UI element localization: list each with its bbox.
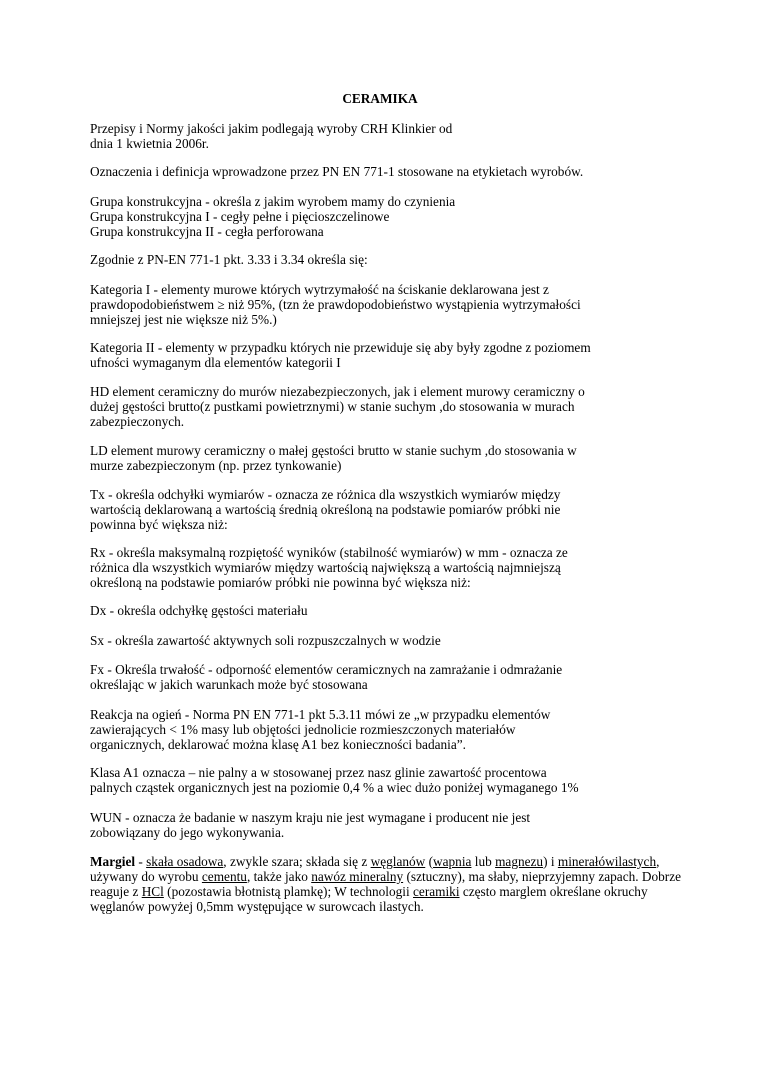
text-line: Kategoria II - elementy w przypadku których nie przewiduje się aby były zgodne z poziomem [90,340,591,355]
text-line: Sx - określa zawartość aktywnych soli rozpuszczalnych w wodzie [90,633,441,648]
text-line: Rx - określa maksymalną rozpiętość wyników (stabilność wymiarów) w mm - oznacza ze [90,545,568,560]
link-nawoz-mineralny[interactable]: nawóz mineralny [311,869,404,884]
link-weglanow[interactable]: węglanów [370,854,426,869]
text-line: Grupa konstrukcyjna I - cegły pełne i pięcioszczelinowe [90,209,390,224]
paragraph-fire-reaction [90,707,690,752]
paragraph-norm-reference [90,252,690,267]
text-line: określoną na podstawie pomiarów próbki nie powinna być większa niż: [90,575,471,590]
text-run: ) i [543,854,558,869]
paragraph-fx [90,662,690,692]
paragraph-intro [90,121,690,151]
link-mineralow[interactable]: minerałów [557,854,615,869]
text-line: dużej gęstości brutto(z pustkami powietrznymi) w stanie suchym ,do stosowania w murach [90,399,575,414]
paragraph-margiel [90,854,690,914]
text-line: Oznaczenia i definicja wprowadzone przez PN EN 771-1 stosowane na etykietach wyrobów. [90,164,584,179]
text-line: Grupa konstrukcyjna - określa z jakim wyrobem mamy do czynienia [90,194,456,209]
text-line: Kategoria I - elementy murowe których wytrzymałość na ściskanie deklarowana jest z [90,282,549,297]
text-line: ufności wymaganym dla elementów kategorii I [90,355,341,370]
text-line: dnia 1 kwietnia 2006r. [90,136,209,151]
paragraph-ld [90,443,690,473]
text-line: Reakcja na ogień - Norma PN EN 771-1 pkt 5.3.11 mówi ze „w przypadku elementów [90,707,551,722]
text-run: , także jako [246,869,312,884]
text-line: Dx - określa odchyłkę gęstości materiału [90,603,308,618]
text-run: lub [471,854,496,869]
paragraph-tx [90,487,690,532]
text-run: często marglem określane okruchy [459,884,648,899]
text-line: zobowiązany do jego wykonywania. [90,825,285,840]
text-run: (sztuczny), ma słaby, nieprzyjemny zapach. Dobrze [403,869,682,884]
link-cementu[interactable]: cementu [201,869,247,884]
paragraph-rx [90,545,690,590]
text-line: murze zabezpieczonym (np. przez tynkowanie) [90,458,342,473]
text-line: Tx - określa odchyłki wymiarów - oznacza ze różnica dla wszystkich wymiarów między [90,487,561,502]
text-line: zabezpieczonych. [90,414,185,429]
text-run: , zwykle szara; składa się z [223,854,371,869]
paragraph-category-1 [90,282,690,327]
text-line: WUN - oznacza że badanie w naszym kraju nie jest wymagane i producent nie jest [90,810,531,825]
link-magnezu[interactable]: magnezu [495,854,544,869]
text-line: powinna być większa niż: [90,517,228,532]
paragraph-sx [90,633,690,648]
document-title: CERAMIKA [342,91,418,106]
link-ceramiki[interactable]: ceramiki [413,884,460,899]
text-line: określając w jakich warunkach może być stosowana [90,677,368,692]
text-line [90,869,690,884]
text-run: , [656,854,660,869]
text-line: Fx - Określa trwałość - odporność elementów ceramicznych na zamrażanie i odmrażanie [90,662,563,677]
paragraph-groups [90,194,690,239]
link-ilastych[interactable]: ilastych [614,854,657,869]
text-line: Klasa A1 oznacza – nie palny a w stosowanej przez nasz glinie zawartość procentowa [90,765,547,780]
text-line [90,884,690,899]
text-line: Zgodnie z PN-EN 771-1 pkt. 3.33 i 3.34 określa się: [90,252,368,267]
paragraph-hd [90,384,690,429]
text-line: węglanów powyżej 0,5mm występujące w surowcach ilastych. [90,899,424,914]
text-run: ( [425,854,434,869]
text-line: HD element ceramiczny do murów niezabezpieczonych, jak i element murowy ceramiczny o [90,384,585,399]
text-line: zawierających < 1% masy lub objętości jednolicie rozmieszczonych materiałów [90,722,516,737]
text-run: (pozostawia błotnistą plamkę); W technologii [163,884,414,899]
paragraph-category-2 [90,340,690,370]
margiel-term: Margiel [90,854,136,869]
text-run: reaguje z [90,884,142,899]
link-hcl[interactable]: HCl [141,884,164,899]
link-skala-osadowa[interactable]: skała osadowa [146,854,224,869]
text-line: LD element murowy ceramiczny o małej gęstości brutto w stanie suchym ,do stosowania w [90,443,577,458]
link-wapnia[interactable]: wapnia [433,854,472,869]
text-run: używany do wyrobu [90,869,202,884]
text-line [90,854,690,869]
paragraph-dx [90,603,690,618]
text-line: organicznych, deklarować można klasę A1 bez konieczności badania”. [90,737,466,752]
text-line: Przepisy i Normy jakości jakim podlegają wyroby CRH Klinkier od [90,121,453,136]
paragraph-wun [90,810,690,840]
text-line: Grupa konstrukcyjna II - cegła perforowana [90,224,324,239]
text-line: mniejszej jest nie większe niż 5%.) [90,312,277,327]
text-line: różnica dla wszystkich wymiarów między wartością największą a wartością najmniejszą [90,560,561,575]
paragraph-class-a1 [90,765,690,795]
text-line: wartością deklarowaną a wartością średnią określoną na podstawie pomiarów próbki nie [90,502,561,517]
text-line: prawdopodobieństwem ≥ niż 95%, (tzn że prawdopodobieństwo wystąpienia wytrzymałości [90,297,581,312]
paragraph-definitions [90,164,690,179]
text-line: palnych cząstek organicznych jest na poziomie 0,4 % a wiec dużo poniżej wymaganego 1% [90,780,579,795]
text-run: - [135,854,147,869]
